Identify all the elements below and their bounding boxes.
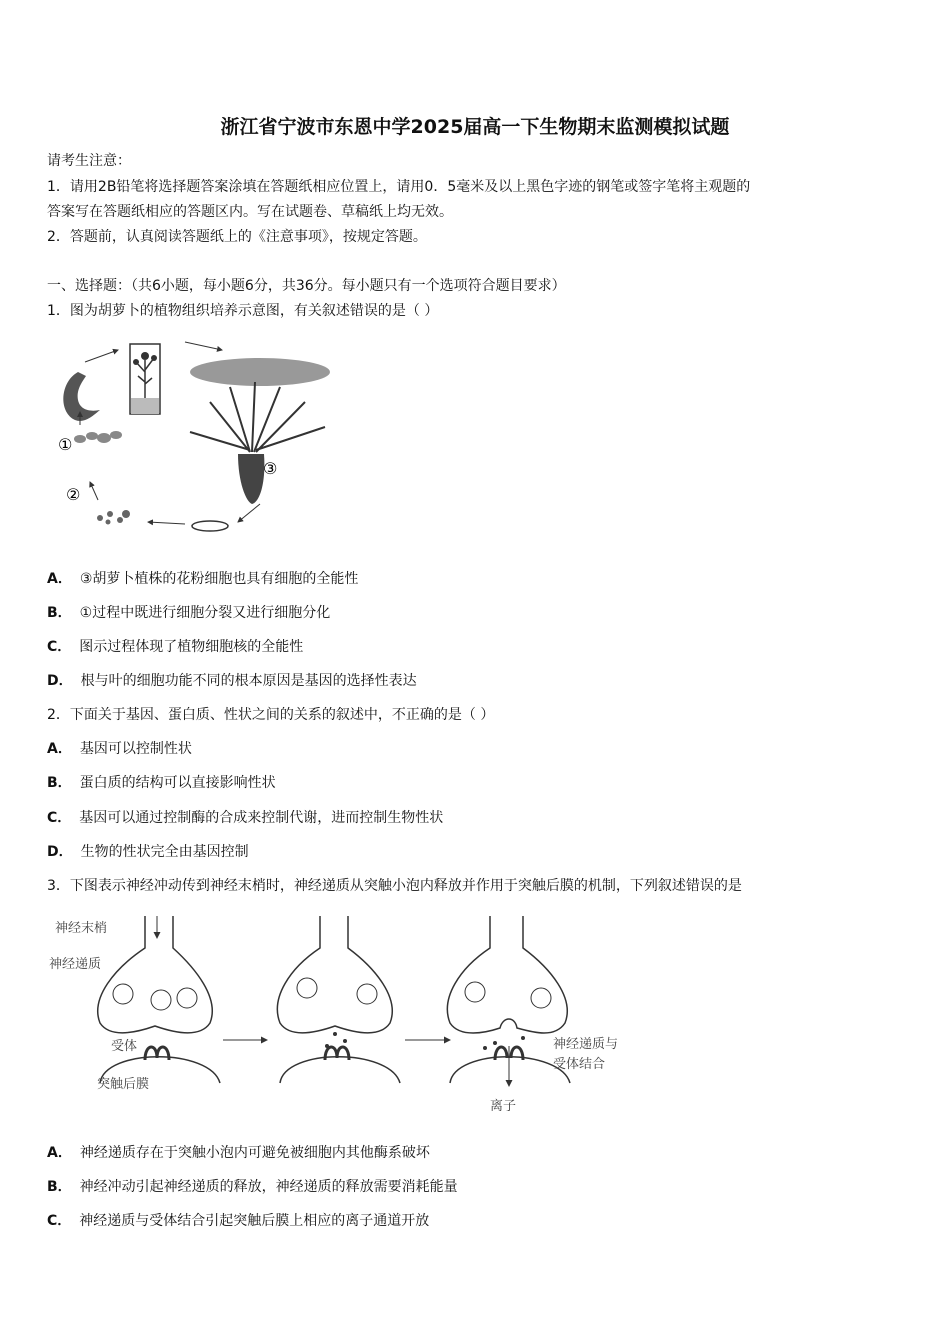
q3-option-a: A． 神经递质存在于突触小泡内可避免被细胞内其他酶系破坏 (47, 1145, 430, 1161)
presynaptic-terminal-1 (98, 916, 213, 1033)
label-postsynaptic-membrane: 突触后膜 (97, 1077, 150, 1092)
q3-stem: 3．下图表示神经冲动传到神经末梢时，神经递质从突触小泡内释放并作用于突触后膜的机制，下列叙述错误的是 (47, 878, 742, 894)
explant-shape (63, 372, 100, 421)
q1-stem: 1．图为胡萝卜的植物组织培养示意图，有关叙述错误的是（ ） (47, 303, 439, 319)
page-title: 浙江省宁波市东恩中学2025届高一下生物期末监测模拟试题 (220, 116, 730, 138)
q2-stem: 2．下面关于基因、蛋白质、性状之间的关系的叙述中，不正确的是（ ） (47, 707, 495, 723)
label-binding-line-1: 神经递质与 (553, 1037, 619, 1052)
notice-line-2: 答案写在答题纸相应的答题区内。写在试题卷、草稿纸上均无效。 (47, 204, 453, 220)
notice-heading: 请考生注意： (47, 153, 131, 169)
q3-option-b: B． 神经冲动引起神经递质的释放，神经递质的释放需要消耗能量 (47, 1179, 458, 1195)
culture-medium (131, 398, 159, 414)
label-receptor: 受体 (111, 1039, 138, 1054)
presynaptic-terminal-2 (277, 916, 392, 1033)
label-ion: 离子 (490, 1099, 517, 1114)
carrot-root (238, 454, 264, 504)
q3-option-c: C． 神经递质与受体结合引起突触后膜上相应的离子通道开放 (47, 1213, 430, 1229)
q2-option-c: C． 基因可以通过控制酶的合成来控制代谢，进而控制生物性状 (47, 810, 444, 826)
q1-option-a: A． ③胡萝卜植株的花粉细胞也具有细胞的全能性 (47, 571, 359, 587)
petri-dish (192, 521, 228, 531)
q2-option-b: B． 蛋白质的结构可以直接影响性状 (47, 775, 276, 791)
label-neurotransmitter: 神经递质 (49, 957, 102, 972)
q1-option-c: C． 图示过程体现了植物细胞核的全能性 (47, 639, 304, 655)
carrot-leaves (190, 382, 325, 452)
q1-option-b: B． ①过程中既进行细胞分裂又进行细胞分化 (47, 605, 331, 621)
receptor-1 (145, 1047, 169, 1060)
section-heading: 一、选择题：（共6小题，每小题6分，共36分。每小题只有一个选项符合题目要求） (47, 278, 566, 294)
q1-option-d: D． 根与叶的细胞功能不同的根本原因是基因的选择性表达 (47, 673, 417, 689)
notice-line-3: 2．答题前，认真阅读答题纸上的《注意事项》，按规定答题。 (47, 229, 427, 245)
label-nerve-terminal: 神经末梢 (55, 921, 108, 936)
q2-option-d: D． 生物的性状完全由基因控制 (47, 844, 249, 860)
carrot-tissue-culture-figure (50, 332, 340, 542)
label-step-3: ③ (263, 459, 278, 478)
label-binding-line-2: 受体结合 (553, 1057, 606, 1072)
label-step-2: ② (66, 485, 81, 504)
flower-umbel (190, 358, 330, 386)
q2-option-a: A． 基因可以控制性状 (47, 741, 192, 757)
plantlet (136, 358, 154, 398)
synapse-figure (45, 908, 655, 1118)
presynaptic-terminal-3 (447, 916, 567, 1033)
label-step-1: ① (58, 435, 73, 454)
notice-line-1: 1．请用2B铅笔将选择题答案涂填在答题纸相应位置上，请用0．5毫米及以上黑色字迹的钢笔或签字笔将主观题的 (47, 179, 751, 195)
